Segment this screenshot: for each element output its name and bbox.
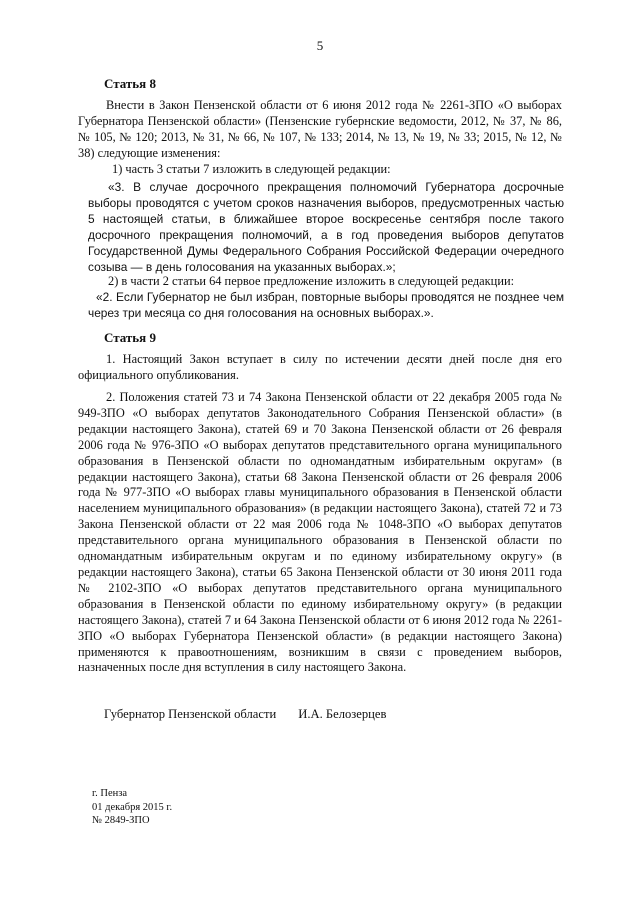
article-8-item-1: 1) часть 3 статьи 7 изложить в следующей редакции: [112,162,391,176]
page-number: 5 [316,38,324,53]
signatory-name: И.А. Белозерцев [298,707,387,721]
signatory-title: Губернатор Пензенской области [104,707,277,721]
article-9-paragraph-1: 1. Настоящий Закон вступает в силу по истечении десяти дней после дня его официального опубликования. [78,352,562,382]
document-footer [92,787,172,828]
article-8-heading: Статья 8 [104,76,156,91]
footer-date: 01 декабря 2015 г. [92,801,173,813]
article-8-intro: Внести в Закон Пензенской области от 6 июня 2012 года № 2261-ЗПО «О выборах Губернатора Пензенской области» (Пензенские губернские ведомости, 2012, № 37, № 86, № 105, № 120; 2013, № 31, № 66, № 107, № 133; 2014, № 13, № 19, № 33; 2015, № 12, № 38) следующие изменения: [78,98,562,160]
signature-line [104,707,386,722]
article-8-quote-2: «2. Если Губернатор не был избран, повторные выборы проводятся не позднее чем через три месяца со дня голосования на основных выборах.». [88,290,564,320]
footer-city: г. Пенза [92,788,128,799]
footer-number: № 2849-ЗПО [92,815,150,827]
article-9-heading: Статья 9 [104,330,156,345]
article-9-paragraph-2: 2. Положения статей 73 и 74 Закона Пензенской области от 22 декабря 2005 года № 949-ЗПО «О выборах депутатов Законодательного Собрания Пензенской области» (в редакции настоящего Закона), статей 69 и 70 Закона Пензенской области от 26 февраля 2006 года № 976-ЗПО «О выборах депутатов представительного органа муниципального образования в Пензенской области по одномандатным избирательным округам» (в редакции настоящего Закона), статьи 68 Закона Пензенской области от 26 февраля 2006 года № 977-ЗПО «О выборах главы муниципального образования в Пензенской области населением муниципального образования» (в редакции настоящего Закона), статей 72 и 73 Закона Пензенской области от 22 мая 2006 года № 1048-ЗПО «О выборах депутатов представительного органа муниципального образования в Пензенской области по одномандатным избирательным округам и по единому избирательному округу» (в редакции настоящего Закона), статьи 65 Закона Пензенской области от 30 июня 2011 года № 2102-ЗПО «О выборах депутатов представительного органа муниципального образования в Пензенской области по единому избирательному округу» (в редакции настоящего Закона), статей 7 и 64 Закона Пензенской области от 6 июня 2012 года № 2261-ЗПО «О выборах Губернатора Пензенской области» (в редакции настоящего Закона) применяются к правоотношениям, возникшим в связи с проведением выборов, назначенных после дня вступления в силу настоящего Закона. [78,390,562,675]
article-8-item-2: 2) в части 2 статьи 64 первое предложение изложить в следующей редакции: [108,274,515,288]
article-8-quote-1: «3. В случае досрочного прекращения полномочий Губернатора досрочные выборы проводятся с учетом сроков назначения выборов, предусмотренных частью 5 настоящей статьи, в ближайшее второе воскресенье сентября после такого досрочного прекращения полномочий, а в год проведения выборов депутатов Государственной Думы Федерального Собрания Российской Федерации очередного созыва — в день голосования на указанных выборах.»; [88,180,564,274]
